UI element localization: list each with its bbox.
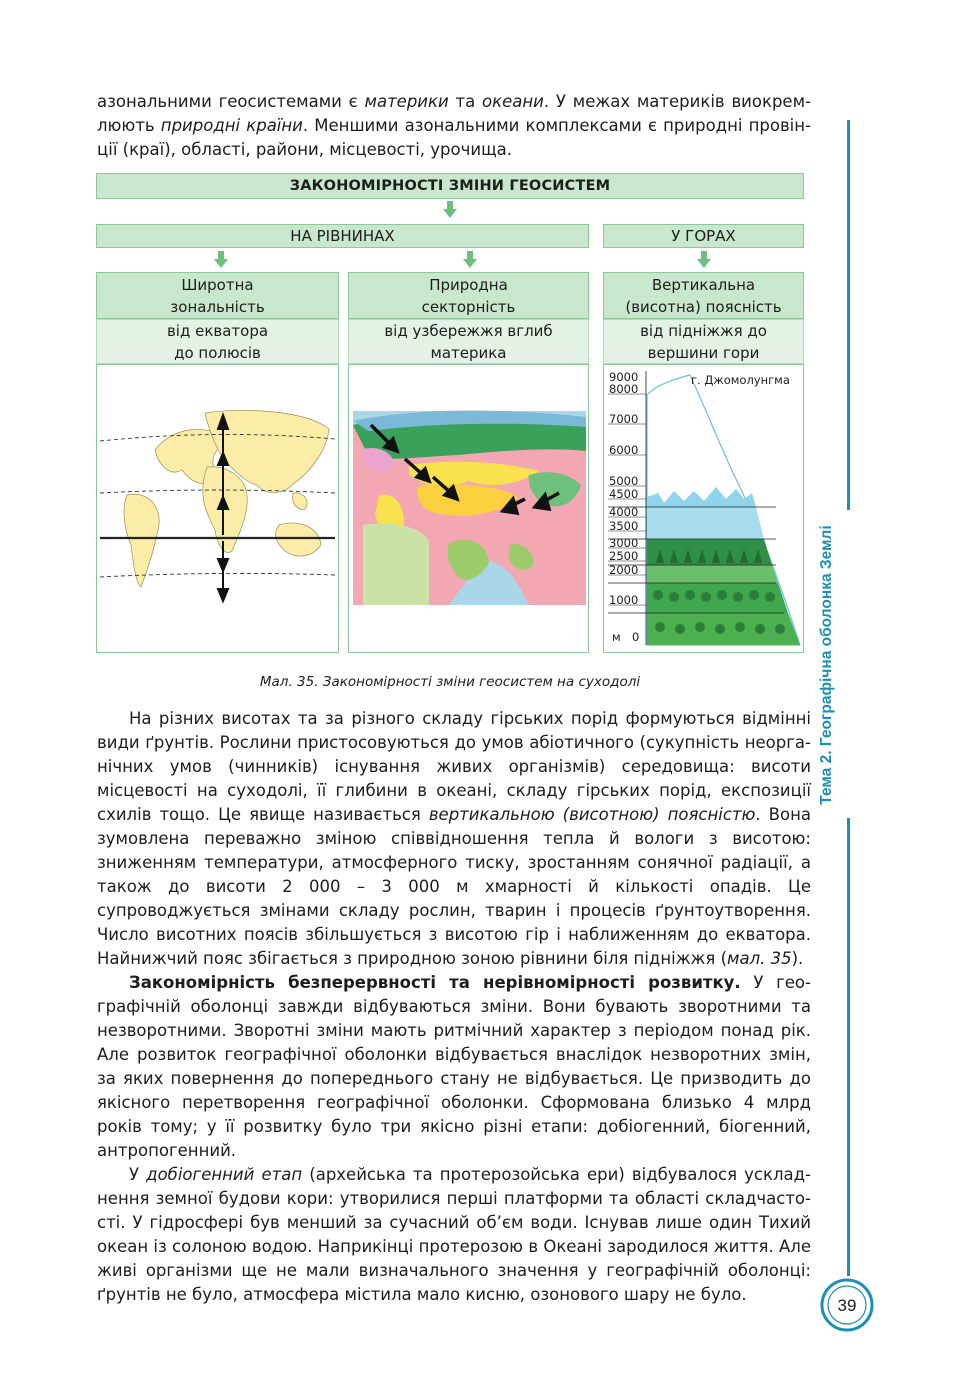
italic-term: материки <box>364 92 449 111</box>
text: На різних висотах та за різного складу гірських порід формуються відмінні види ґрунтів. Рослини пристосовуються до умов абіотичного (сукупність неорганічних умов (чинників) існування живих організмів) середовища: висоти місцевості на суходолі, її глибини в океані, складу гірських порід, експозиції схилів тощо. Це явище називається <box>97 709 811 824</box>
world-map-illustration <box>97 365 338 652</box>
italic-reference: мал. 35 <box>727 949 792 968</box>
text: Вертикальна <box>651 275 756 294</box>
italic-term: добіогенний етап <box>146 1165 303 1184</box>
italic-term: океани <box>482 92 544 111</box>
text: ). <box>791 949 804 968</box>
page-number: 39 <box>837 1296 857 1315</box>
altitudinal-zonation-subheader <box>603 319 804 364</box>
figure-caption: Мал. 35. Закономірності зміни геосистем на суходолі <box>259 674 641 690</box>
text: від екватора <box>166 321 269 340</box>
mountain-profile-illustration <box>604 365 803 652</box>
down-arrow-icon <box>697 251 711 269</box>
altitude-label: 0 <box>632 630 640 644</box>
italic-term: природні країни <box>160 116 303 135</box>
bold-heading: Закономірність безперервності та нерівномірності розвитку. <box>129 973 741 992</box>
sidebar-chapter-title: Тема 2. Географічна оболонка Землі <box>818 525 835 805</box>
text: від узбережжя вглиб <box>384 321 553 340</box>
diagram-title: ЗАКОНОМІРНОСТІ ЗМІНИ ГЕОСИСТЕМ <box>96 173 804 199</box>
world-map-panel <box>96 364 339 653</box>
text: та <box>448 92 483 111</box>
altitude-label: 6000 <box>609 443 639 457</box>
plains-header: НА РІВНИНАХ <box>96 224 589 248</box>
altitude-label: 5000 <box>609 474 639 488</box>
altitude-label: 3500 <box>609 519 639 533</box>
eurasia-map-illustration <box>349 365 588 652</box>
paragraph-prebiogenic <box>97 1163 811 1307</box>
natural-sectorality-header <box>348 272 589 319</box>
sidebar-rule-top <box>847 120 850 510</box>
altitude-label: 4500 <box>609 487 639 501</box>
latitudinal-zonality-header <box>96 272 339 319</box>
altitude-label: 2000 <box>609 563 639 577</box>
mountain-label: г. Джомолунгма <box>691 373 790 387</box>
text: . Меншими азональними комплексами є природні провінції (краї), області, райони, місцевості, урочища. <box>97 116 812 159</box>
paragraph-development <box>97 971 811 1163</box>
text: зональність <box>170 297 265 316</box>
text: Природна <box>429 275 508 294</box>
altitude-label: 8000 <box>609 382 639 396</box>
text: . У межах материків виокремлюють <box>97 92 811 135</box>
text: Широтна <box>181 275 254 294</box>
down-arrow-icon <box>443 201 457 219</box>
down-arrow-icon <box>463 251 477 269</box>
sidebar-rule-bottom <box>847 818 850 1276</box>
text: вершини гори <box>647 343 760 362</box>
text: від підніжжя до <box>640 321 767 340</box>
mountains-header: У ГОРАХ <box>603 224 804 248</box>
paragraph-altitudinal <box>97 707 811 971</box>
altitude-label: 4000 <box>609 505 639 519</box>
down-arrow-icon <box>214 251 228 269</box>
text: У <box>129 1165 147 1184</box>
text: (висотна) поясність <box>625 297 782 316</box>
intro-paragraph <box>97 90 811 162</box>
altitude-label: 9000 <box>609 370 639 384</box>
text: секторність <box>421 297 516 316</box>
latitudinal-zonality-subheader <box>96 319 339 364</box>
text: . Вона зумовлена переважно зміною співвідношення тепла й вологи з висотою: зниженням температури, атмосферного тиску, зростанням сонячної радіації, а також до висоти 2 000 – 3 000 м хмарності й кількості опадів. Це супроводжується змінами складу рослин, тварин і процесів ґрунтоутворення. Число висотних поясів збільшується з висотою гір і наближенням до екватора. Найнижчий пояс збігається з природною зоною рівнини біля підніжжя ( <box>97 805 811 968</box>
text: материка <box>430 343 507 362</box>
eurasia-map-panel <box>348 364 589 653</box>
altitude-label: 3000 <box>609 536 639 550</box>
altitudinal-zonation-header <box>603 272 804 319</box>
natural-sectorality-subheader <box>348 319 589 364</box>
text: азональними геосистемами є <box>97 92 365 111</box>
text: (архейська та протерозойська ери) відбувалося ускладнення земної будови кори: утворилися перші платформи та області складчастості. У гідросфері був менший за сучасний об’єм води. Існував лише один Тихий океан із солоною водою. Наприкінці протерозою в Океані зародилося життя. Але живі організми ще не мали визначального значення у географічній оболонці: ґрунтів не було, атмосфера містила мало кисню, озонового шару не було. <box>97 1165 811 1304</box>
altitude-unit: м <box>612 630 621 644</box>
mountain-profile-panel <box>603 364 804 653</box>
italic-term: вертикальною (висотною) поясністю <box>428 805 756 824</box>
text: до полюсів <box>174 343 261 362</box>
text: У географічній оболонці завжди відбуваються зміни. Вони бувають зворотними та незворотними. Зворотні зміни мають ритмічний характер з періодом понад рік. Але розвиток географічної оболонки відбувається внаслідок незворотних змін, за яких повернення до попереднього стану не відбувається. Це призводить до якісного перетворення географічної оболонки. Сформована близько 4 млрд років тому; у її розвитку було три якісно різні етапи: добіогенний, біогенний, антропогенний. <box>97 973 811 1160</box>
altitude-label: 7000 <box>609 412 639 426</box>
altitude-label: 2500 <box>609 549 639 563</box>
altitude-label: 1000 <box>609 593 639 607</box>
